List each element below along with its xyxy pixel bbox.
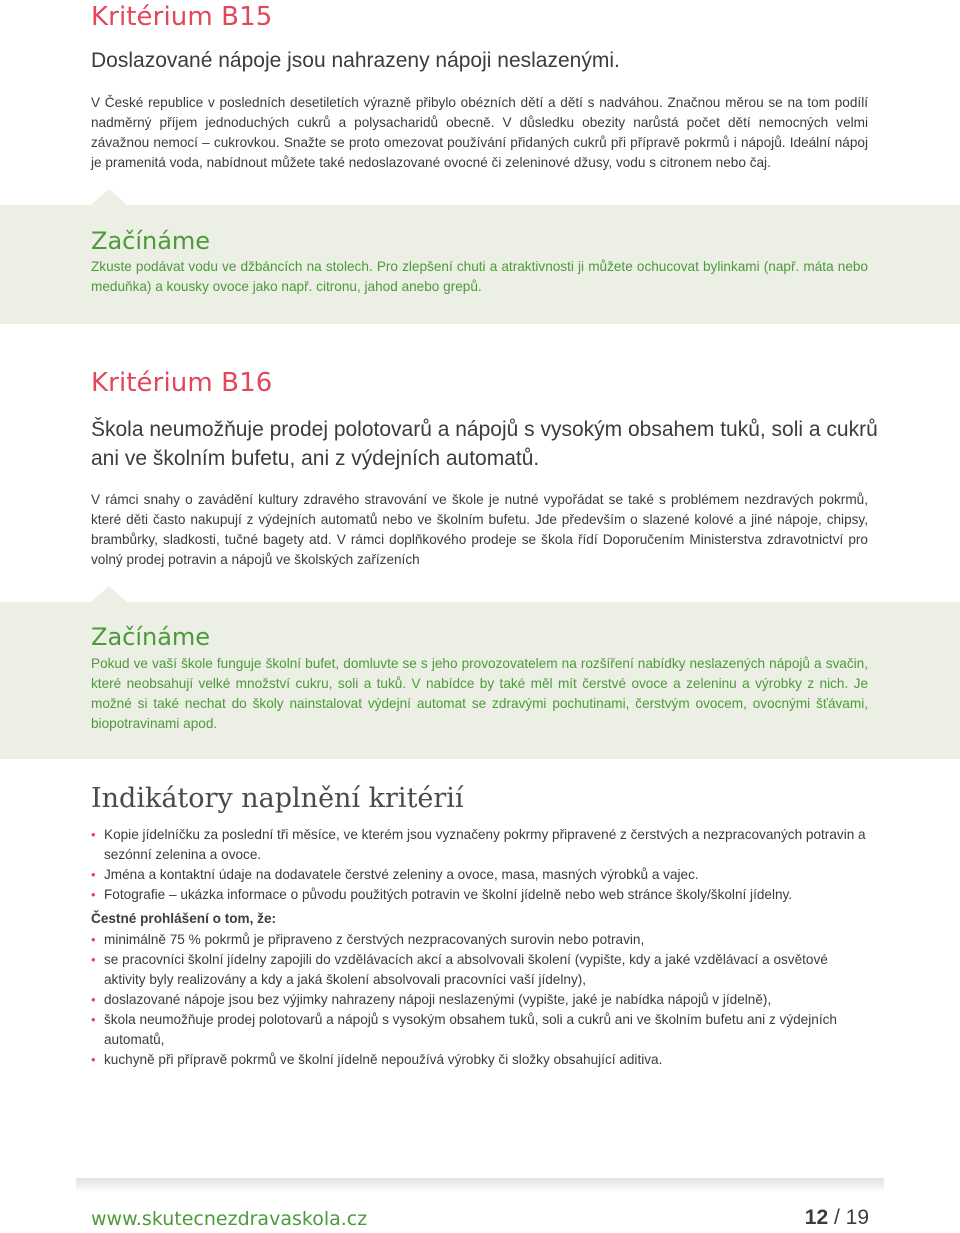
criterion-b15-subtitle: Doslazované nápoje jsou nahrazeny nápoji neslazenými.: [91, 49, 620, 72]
list-item: • kuchyně při přípravě pokrmů ve školní jídelně nepoužívá výrobky či složky obsahující aditiva.: [91, 1050, 868, 1070]
list-item: • Fotografie – ukázka informace o původu použitých potravin ve školní jídelně nebo web stránce školy/školní jídelny.: [91, 885, 868, 905]
page-total: 19: [845, 1206, 869, 1229]
oath-list: [91, 930, 868, 1070]
list-item: • minimálně 75 % pokrmů je připraveno z čerstvých nezpracovaných surovin nebo potravin,: [91, 930, 868, 950]
b15-start-panel: [0, 205, 960, 324]
list-item: • Kopie jídelníčku za poslední tři měsíce, ve kterém jsou vyznačeny pokrmy připravené z čerstvých a nezpracovaných potravin a sezónní zelenina a ovoce.: [91, 827, 866, 862]
list-item: • Jména a kontaktní údaje na dodavatele čerstvé zeleniny a ovoce, masa, masných výrobků a vajec.: [91, 865, 868, 885]
b16-start-text: Pokud ve vaší škole funguje školní bufet, domluvte se s jeho provozovatelem na rozšíření nabídky neslazených nápojů a svačin, které neobsahují velké množství cukru, soli a tuků. V nabídce by také měl mít čerstvé ovoce a zeleninu a výrobky z nich. Je možné si také nechat do školy nainstalovat výdejní automat se zdravými pochutinami, čerstvým ovocem, ovocnými šťávami, biopotravinami apod.: [91, 656, 868, 731]
b16-start-panel: [0, 602, 960, 759]
page-current: 12: [804, 1206, 829, 1229]
bullet-icon: •: [91, 932, 96, 947]
bullet-icon: •: [91, 1052, 96, 1067]
criterion-b15-title: Kritérium B15: [91, 2, 273, 32]
footer-website-link[interactable]: www.skutecnezdravaskola.cz: [91, 1208, 368, 1230]
bullet-icon: •: [91, 867, 96, 882]
criterion-b16-title: Kritérium B16: [91, 368, 273, 398]
footer-divider: [76, 1178, 884, 1192]
panel-notch: [91, 189, 127, 205]
panel-notch: [91, 586, 127, 602]
bullet-icon: •: [91, 952, 96, 967]
list-item: • se pracovníci školní jídelny zapojili do vzdělávacích akcí a absolvovali školení (vypište, kdy a jaké vzdělávací a osvětové aktivity byly realizovány a kdy a jaká školení absolvovali pracovníci vaší jídelny),: [91, 952, 828, 987]
bullet-icon: •: [91, 1012, 96, 1027]
list-item: • doslazované nápoje jsou bez výjimky nahrazeny nápoji neslazenými (vypište, jaké je nabídka nápojů v jídelně),: [91, 990, 868, 1010]
criterion-b16-subtitle: Škola neumožňuje prodej polotovarů a nápojů s vysokým obsahem tuků, soli a cukrů ani ve školním bufetu, ani z výdejních automatů.: [91, 418, 878, 470]
list-item: • škola neumožňuje prodej polotovarů a nápojů s vysokým obsahem tuků, soli a cukrů ani ve školním bufetu ani z výdejních automatů,: [91, 1012, 837, 1047]
indicators-list: [91, 825, 868, 905]
oath-heading: Čestné prohlášení o tom, že:: [91, 911, 277, 926]
page-separator: /: [828, 1206, 846, 1229]
b16-start-title: Začínáme: [91, 623, 211, 651]
bullet-icon: •: [91, 992, 96, 1007]
b15-start-text: Zkuste podávat vodu ve džbáncích na stolech. Pro zlepšení chuti a atraktivnosti ji můžete ochucovat bylinkami (např. máta nebo meduňka) a kousky ovoce jako např. citronu, jahod anebo grepů.: [91, 259, 868, 294]
indicators-title: Indikátory naplnění kritérií: [91, 783, 464, 814]
bullet-icon: •: [91, 887, 96, 902]
page-number: [790, 1206, 869, 1230]
bullet-icon: •: [91, 827, 96, 842]
b15-start-title: Začínáme: [91, 227, 211, 255]
criterion-b15-body: V České republice v posledních desetiletích výrazně přibylo obézních dětí a dětí s nadváhou. Značnou měrou se na tom podílí nadměrný příjem jednoduchých cukrů a polysacharidů obecně. V důsledku obezity narůstá počet dětí nemocných velmi závažnou nemocí – cukrovkou. Snažte se proto omezovat používání přidaných cukrů při přípravě pokrmů i nápojů. Ideální nápoj je pramenitá voda, nabídnout můžete také nedoslazované ovocné či zeleninové džusy, vodu s citronem nebo čaj.: [91, 95, 868, 170]
criterion-b16-body: V rámci snahy o zavádění kultury zdravého stravování ve škole je nutné vypořádat se také s problémem nezdravých pokrmů, které děti často nakupují z výdejních automatů nebo ve školním bufetu. Jde především o slazené kolové a jiné nápoje, chipsy, brambůrky, sladkosti, tučné bagety atd. V rámci doplňkového prodeje se škola řídí Doporučením Ministerstva zdravotnictví pro volný prodej potravin a nápojů ve školských zařízeních: [91, 492, 868, 567]
